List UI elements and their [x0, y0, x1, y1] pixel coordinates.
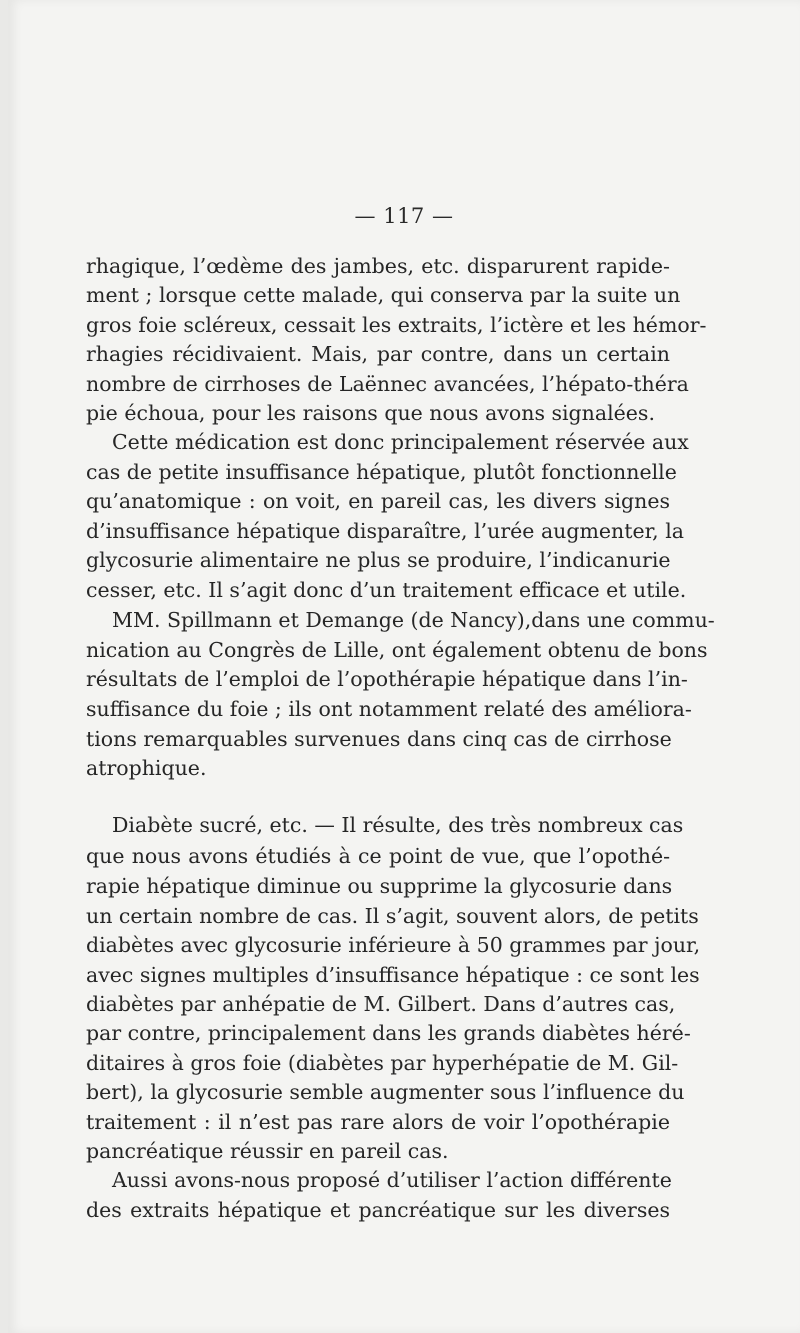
text-line: gros foie scléreux, cessait les extraits, l’ictère et les hémor-: [86, 313, 707, 337]
text-line: Aussi avons-nous proposé d’utiliser l’action différente: [112, 1168, 672, 1192]
text-line: nombre de cirrhoses de Laënnec avancées, l’hépato-théra: [86, 372, 689, 396]
text-line: rhagique, l’œdème des jambes, etc. disparurent rapide-: [86, 254, 670, 278]
text-line: pie échoua, pour les raisons que nous avons signalées.: [86, 401, 655, 425]
section-heading-line: Diabète sucré, etc. — Il résulte, des très nombreux cas: [112, 813, 684, 837]
text-line: avec signes multiples d’insuffisance hépatique : ce sont les: [86, 963, 700, 987]
text-line: tions remarquables survenues dans cinq cas de cirrhose: [86, 727, 672, 751]
text-line: rapie hépatique diminue ou supprime la glycosurie dans: [86, 874, 673, 898]
text-line: par contre, principalement dans les grands diabètes héré-: [86, 1021, 691, 1045]
text-line: que nous avons étudiés à ce point de vue, que l’opothé-: [86, 844, 670, 868]
text-line: qu’anatomique : on voit, en pareil cas, les divers signes: [86, 489, 670, 513]
text-line: cas de petite insuffisance hépatique, plutôt fonctionnelle: [86, 460, 677, 484]
text-line: ditaires à gros foie (diabètes par hyperhépatie de M. Gil-: [86, 1051, 679, 1075]
text-line: bert), la glycosurie semble augmenter sous l’influence du: [86, 1080, 685, 1104]
text-line: suffisance du foie ; ils ont notamment relaté des améliora-: [86, 697, 692, 721]
text-line: diabètes avec glycosurie inférieure à 50 grammes par jour,: [86, 933, 701, 957]
text-line: MM. Spillmann et Demange (de Nancy),dans une commu-: [112, 608, 715, 632]
text-line: pancréatique réussir en pareil cas.: [86, 1139, 449, 1163]
text-line: diabètes par anhépatie de M. Gilbert. Dans d’autres cas,: [86, 992, 676, 1016]
text-line: ment ; lorsque cette malade, qui conserva par la suite un: [86, 283, 681, 307]
text-line: Cette médication est donc principalement réservée aux: [112, 430, 689, 454]
text-line: glycosurie alimentaire ne plus se produire, l’indicanurie: [86, 548, 671, 572]
text-line: d’insuffisance hépatique disparaître, l’urée augmenter, la: [86, 519, 684, 543]
text-line: résultats de l’emploi de l’opothérapie hépatique dans l’in-: [86, 667, 688, 691]
text-line: des extraits hépatique et pancréatique sur les diverses: [86, 1198, 670, 1222]
book-page: [8, 0, 800, 1333]
text-line: atrophique.: [86, 756, 207, 780]
text-line: nication au Congrès de Lille, ont également obtenu de bons: [86, 638, 708, 662]
page-number: — 117 —: [354, 204, 454, 228]
text-line: rhagies récidivaient. Mais, par contre, dans un certain: [86, 342, 670, 366]
text-line: traitement : il n’est pas rare alors de voir l’opothérapie: [86, 1110, 670, 1134]
text-line: cesser, etc. Il s’agit donc d’un traitement efficace et utile.: [86, 578, 687, 602]
text-line: un certain nombre de cas. Il s’agit, souvent alors, de petits: [86, 904, 699, 928]
